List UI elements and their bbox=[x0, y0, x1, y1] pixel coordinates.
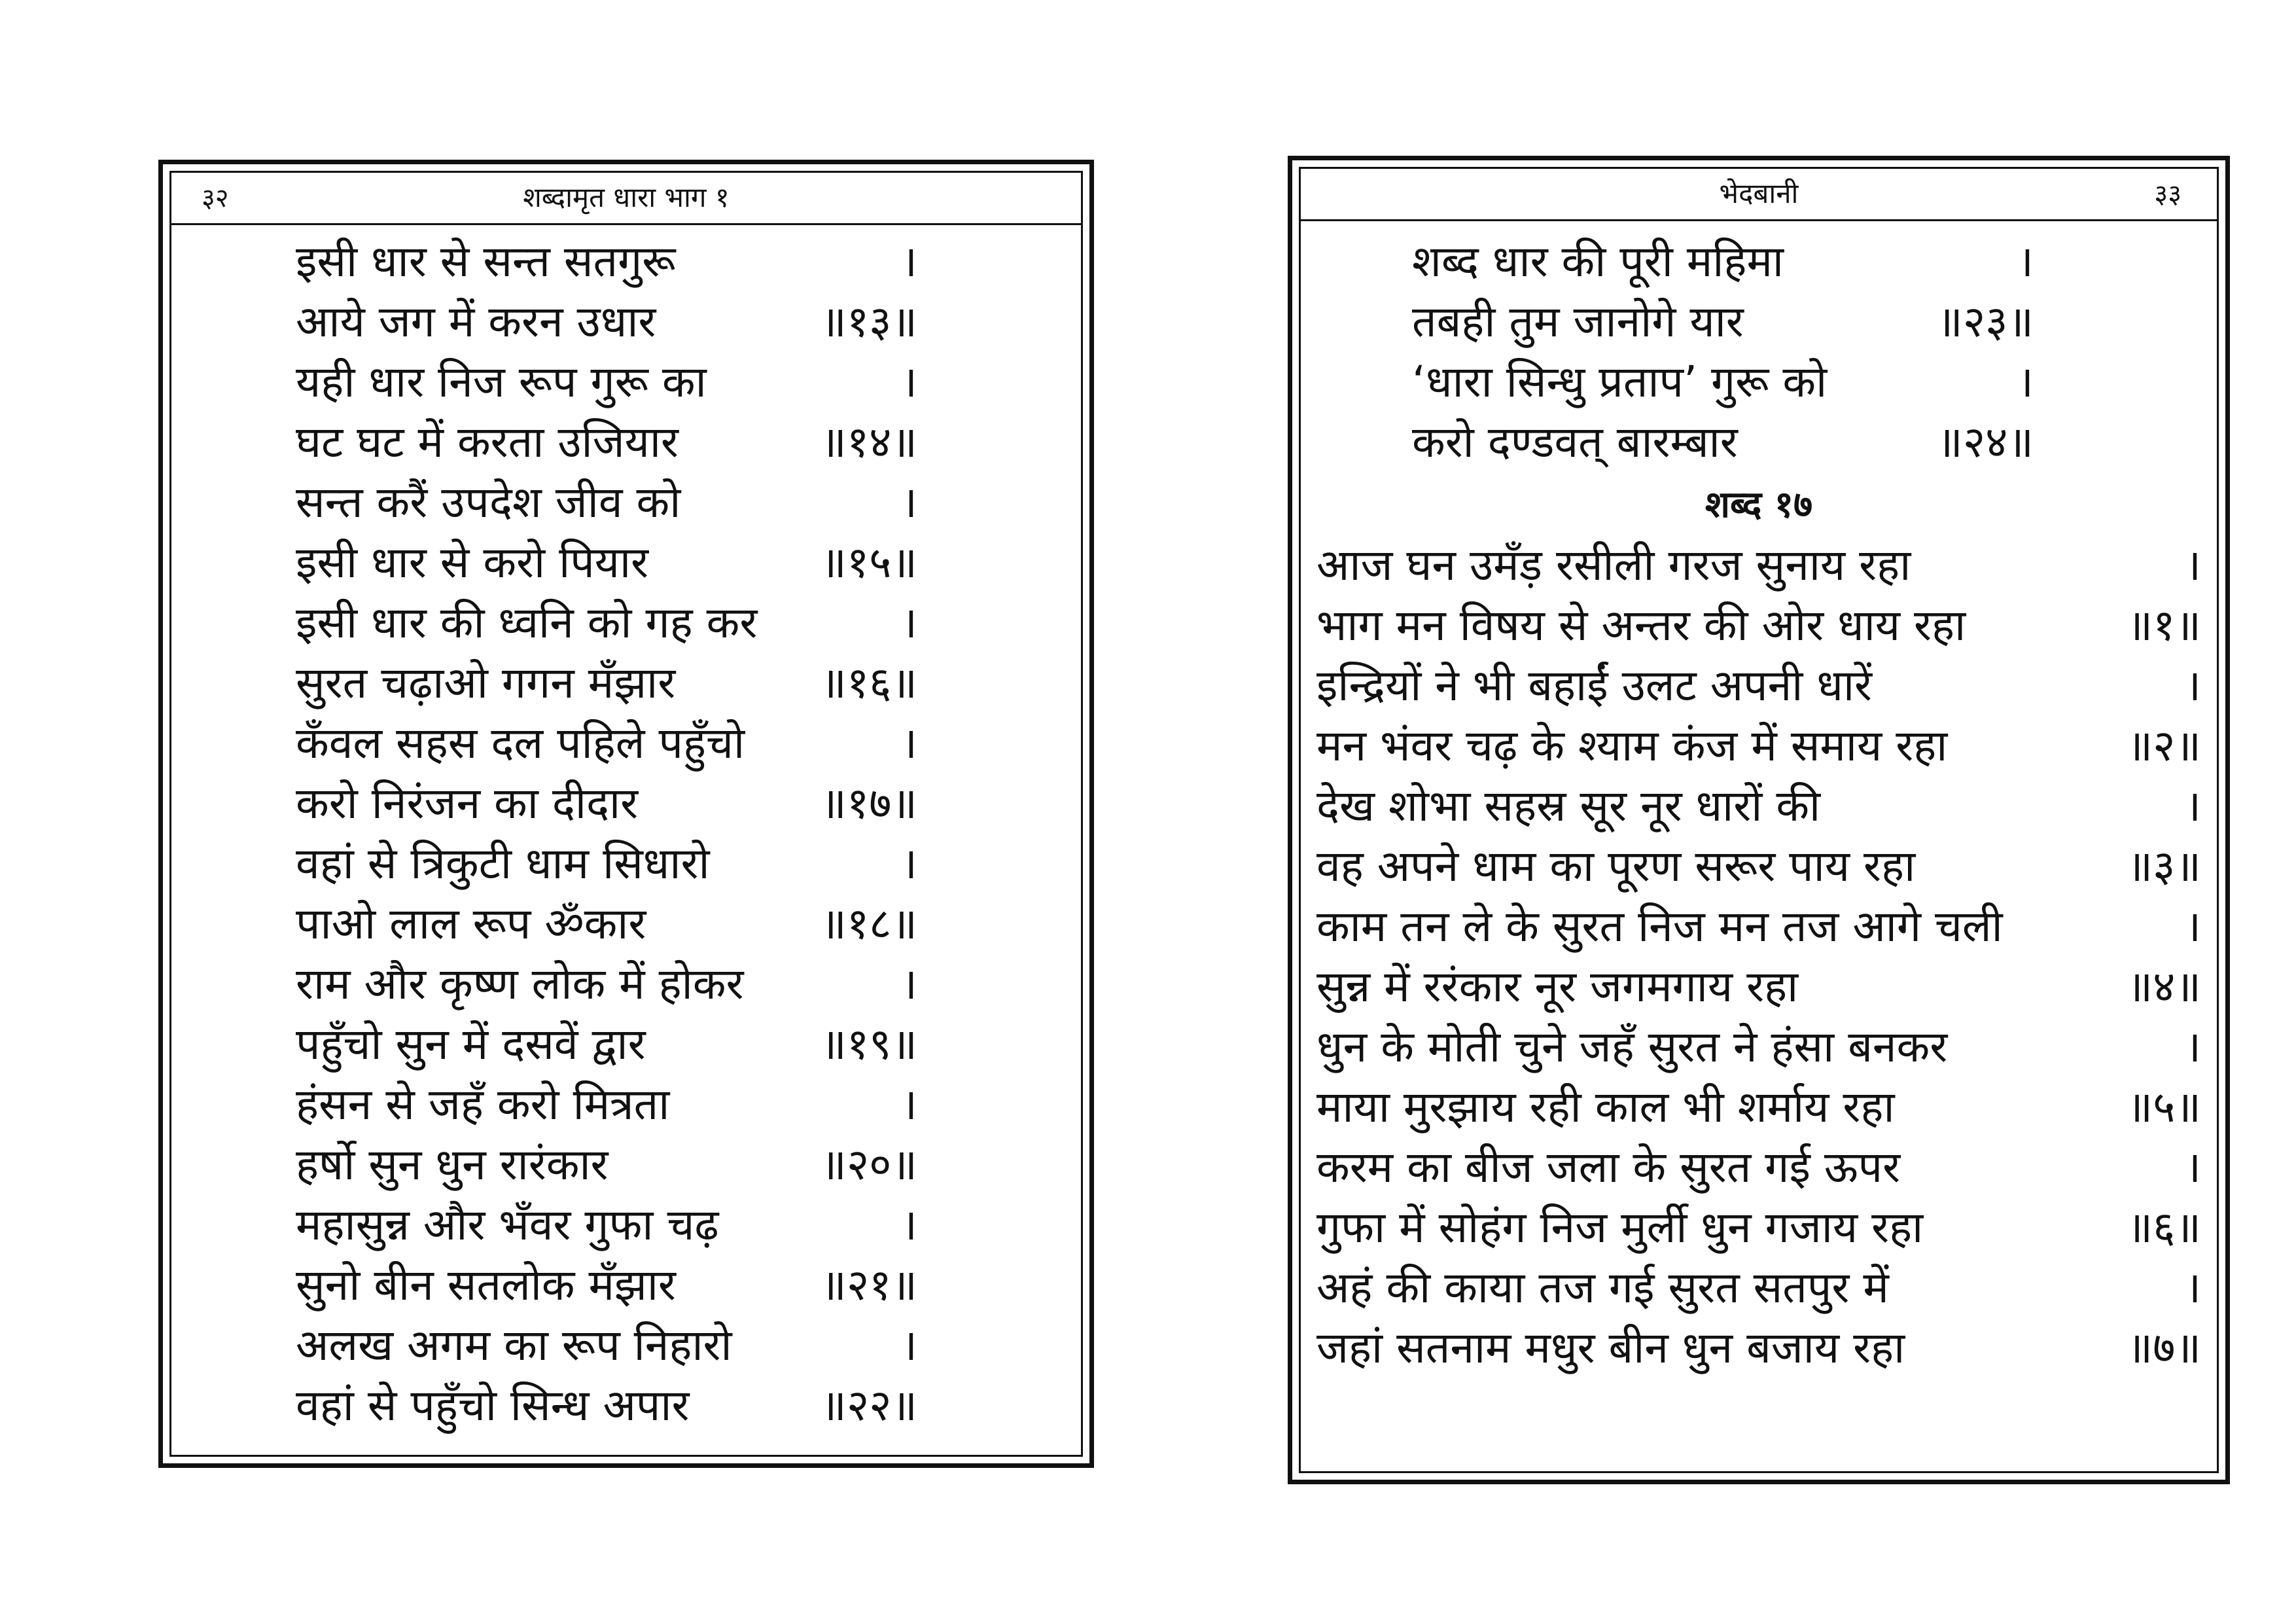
page-number: ३३ bbox=[2154, 179, 2181, 209]
verse-end-mark: ॥१५॥ bbox=[821, 537, 917, 588]
verse-list bbox=[296, 232, 917, 1436]
verse-end-mark: । bbox=[2017, 236, 2034, 287]
verse-text: सुरत चढ़ाओ गगन मँझार bbox=[296, 658, 676, 708]
verse-line bbox=[1316, 535, 2201, 596]
verse-end-mark: ॥२३॥ bbox=[1937, 296, 2034, 347]
verse-text: भाग मन विषय से अन्तर की ओर धाय रहा bbox=[1316, 600, 1966, 651]
verse-end-mark: । bbox=[2184, 901, 2201, 952]
verse-line bbox=[1316, 776, 2201, 836]
right-page-frame bbox=[1299, 167, 2219, 1473]
verse-line bbox=[296, 774, 917, 834]
verse-text: यही धार निज रूप गुरू का bbox=[296, 357, 707, 407]
verse-text: हंसन से जहँ करो मित्रता bbox=[296, 1079, 670, 1130]
verse-line bbox=[296, 1014, 917, 1075]
verse-text: धुन के मोती चुने जहँ सुरत ने हंसा बनकर bbox=[1316, 1022, 1948, 1072]
verse-line bbox=[296, 834, 917, 894]
verse-text: आये जग में करन उधार bbox=[296, 296, 656, 347]
verse-line bbox=[296, 1075, 917, 1135]
verse-text: माया मुरझाय रही काल भी शर्माय रहा bbox=[1316, 1082, 1895, 1132]
verse-line bbox=[1316, 1137, 2201, 1198]
verse-text: देख शोभा सहस्र सूर नूर धारों की bbox=[1316, 781, 1821, 831]
verse-end-mark: ॥५॥ bbox=[2127, 1082, 2201, 1132]
verse-line bbox=[1316, 1258, 2201, 1318]
verse-line bbox=[1316, 836, 2201, 897]
verse-text: मन भंवर चढ़ के श्याम कंज में समाय रहा bbox=[1316, 721, 1948, 771]
verse-text: वहां से त्रिकुटी धाम सिधारो bbox=[296, 838, 710, 889]
verse-line bbox=[296, 954, 917, 1014]
verse-end-mark: । bbox=[2184, 1262, 2201, 1313]
verse-line bbox=[1412, 232, 2034, 292]
verse-line bbox=[1412, 292, 2034, 352]
verse-end-mark: ॥२२॥ bbox=[821, 1380, 917, 1431]
verse-end-mark: । bbox=[900, 838, 917, 889]
verse-text: इन्द्रियों ने भी बहाईं उलट अपनी धारें bbox=[1316, 660, 1873, 711]
right-page bbox=[1288, 156, 2230, 1484]
verse-line bbox=[296, 1255, 917, 1315]
verse-end-mark: ॥१८॥ bbox=[821, 899, 917, 949]
verse-text: पहुँचो सुन में दसवें द्वार bbox=[296, 1019, 646, 1069]
verse-line bbox=[296, 533, 917, 593]
verse-text: करो दण्डवत् बारम्बार bbox=[1412, 417, 1738, 467]
verse-text: काम तन ले के सुरत निज मन तज आगे चली bbox=[1316, 901, 2003, 952]
left-page-header bbox=[171, 173, 1081, 225]
verse-end-mark: । bbox=[900, 959, 917, 1009]
verse-line bbox=[296, 653, 917, 713]
verse-line bbox=[296, 473, 917, 533]
verse-end-mark: ॥३॥ bbox=[2127, 841, 2201, 891]
verse-text: अहं की काया तज गई सुरत सतपुर में bbox=[1316, 1262, 1889, 1313]
verse-line bbox=[296, 352, 917, 412]
verse-text: पाओ लाल रूप ॐकार bbox=[296, 899, 646, 949]
verse-text: अलख अगम का रूप निहारो bbox=[296, 1320, 732, 1370]
verse-end-mark: । bbox=[2184, 1022, 2201, 1072]
verse-end-mark: । bbox=[2017, 357, 2034, 407]
verse-end-mark: । bbox=[2184, 781, 2201, 831]
verse-line bbox=[1316, 716, 2201, 776]
verse-text: करम का बीज जला के सुरत गई ऊपर bbox=[1316, 1142, 1901, 1192]
verse-text: कँवल सहस दल पहिले पहुँचो bbox=[296, 718, 745, 768]
verse-text: जहां सतनाम मधुर बीन धुन बजाय रहा bbox=[1316, 1323, 1905, 1373]
verse-end-mark: ॥४॥ bbox=[2127, 961, 2201, 1012]
section-heading: शब्द १७ bbox=[1704, 484, 1813, 526]
verse-text: घट घट में करता उजियार bbox=[296, 417, 679, 467]
verse-end-mark: ॥१९॥ bbox=[821, 1019, 917, 1069]
verse-text: इसी धार से सन्त सतगुरू bbox=[296, 236, 676, 287]
left-page bbox=[158, 160, 1094, 1468]
verse-line bbox=[296, 292, 917, 352]
verse-list bbox=[1316, 535, 2201, 1378]
verse-line bbox=[296, 1135, 917, 1195]
verse-end-mark: । bbox=[900, 236, 917, 287]
verse-end-mark: । bbox=[900, 1079, 917, 1130]
verse-text: इसी धार की ध्वनि को गह कर bbox=[296, 597, 758, 648]
verse-line bbox=[1412, 352, 2034, 412]
verse-line bbox=[296, 1315, 917, 1376]
verse-text: ‘धारा सिन्धु प्रताप’ गुरू को bbox=[1412, 357, 1828, 407]
verse-line bbox=[1316, 596, 2201, 656]
verse-line bbox=[1316, 897, 2201, 957]
verse-text: हर्षो सुन धुन रारंकार bbox=[296, 1139, 609, 1190]
verse-end-mark: । bbox=[2184, 660, 2201, 711]
verse-line bbox=[296, 412, 917, 473]
verse-line bbox=[296, 232, 917, 292]
right-page-header bbox=[1301, 169, 2217, 221]
verse-line bbox=[1412, 412, 2034, 473]
verse-list-continued bbox=[1412, 232, 2034, 473]
verse-text: तबही तुम जानोगे यार bbox=[1412, 296, 1744, 347]
verse-line bbox=[1316, 1077, 2201, 1137]
verse-text: वह अपने धाम का पूरण सरूर पाय रहा bbox=[1316, 841, 1916, 891]
verse-end-mark: ॥१४॥ bbox=[821, 417, 917, 467]
verse-line bbox=[296, 713, 917, 774]
verse-end-mark: । bbox=[900, 1320, 917, 1370]
verse-end-mark: । bbox=[900, 1200, 917, 1250]
verse-text: आज घन उमँड़ रसीली गरज सुनाय रहा bbox=[1316, 540, 1911, 590]
verse-end-mark: ॥६॥ bbox=[2127, 1202, 2201, 1253]
verse-end-mark: । bbox=[2184, 540, 2201, 590]
verse-end-mark: । bbox=[2184, 1142, 2201, 1192]
verse-end-mark: । bbox=[900, 477, 917, 527]
verse-end-mark: ॥७॥ bbox=[2127, 1323, 2201, 1373]
running-title: भेदबानी bbox=[1719, 177, 1799, 209]
verse-line bbox=[296, 593, 917, 653]
verse-text: शब्द धार की पूरी महिमा bbox=[1412, 236, 1784, 287]
verse-text: इसी धार से करो पियार bbox=[296, 537, 649, 588]
verse-end-mark: ॥१॥ bbox=[2127, 600, 2201, 651]
verse-end-mark: ॥१७॥ bbox=[821, 778, 917, 829]
page-number: ३२ bbox=[202, 183, 229, 213]
verse-end-mark: ॥१३॥ bbox=[821, 296, 917, 347]
verse-text: महासुन्न और भँवर गुफा चढ़ bbox=[296, 1200, 719, 1250]
verse-line bbox=[296, 1195, 917, 1255]
verse-line bbox=[1316, 656, 2201, 716]
verse-text: सन्त करैं उपदेश जीव को bbox=[296, 477, 681, 527]
verse-end-mark: ॥२०॥ bbox=[821, 1139, 917, 1190]
verse-text: गुफा में सोहंग निज मुर्ली धुन गजाय रहा bbox=[1316, 1202, 1924, 1253]
verse-end-mark: ॥२१॥ bbox=[821, 1260, 917, 1310]
verse-line bbox=[296, 1376, 917, 1436]
verse-line bbox=[1316, 1318, 2201, 1378]
verse-end-mark: । bbox=[900, 597, 917, 648]
verse-text: करो निरंजन का दीदार bbox=[296, 778, 639, 829]
verse-end-mark: । bbox=[900, 718, 917, 768]
verse-end-mark: । bbox=[900, 357, 917, 407]
verse-end-mark: ॥१६॥ bbox=[821, 658, 917, 708]
verse-text: वहां से पहुँचो सिन्ध अपार bbox=[296, 1380, 690, 1431]
verse-line bbox=[1316, 1017, 2201, 1077]
verse-line bbox=[1316, 1198, 2201, 1258]
verse-end-mark: ॥२४॥ bbox=[1937, 417, 2034, 467]
running-title: शब्दामृत धारा भाग १ bbox=[523, 181, 730, 213]
left-page-frame bbox=[169, 171, 1083, 1457]
verse-line bbox=[296, 894, 917, 954]
verse-line bbox=[1316, 957, 2201, 1017]
verse-text: सुन्न में ररंकार नूर जगमगाय रहा bbox=[1316, 961, 1799, 1012]
verse-text: राम और कृष्ण लोक में होकर bbox=[296, 959, 744, 1009]
verse-end-mark: ॥२॥ bbox=[2127, 721, 2201, 771]
verse-text: सुनो बीन सतलोक मँझार bbox=[296, 1260, 676, 1310]
